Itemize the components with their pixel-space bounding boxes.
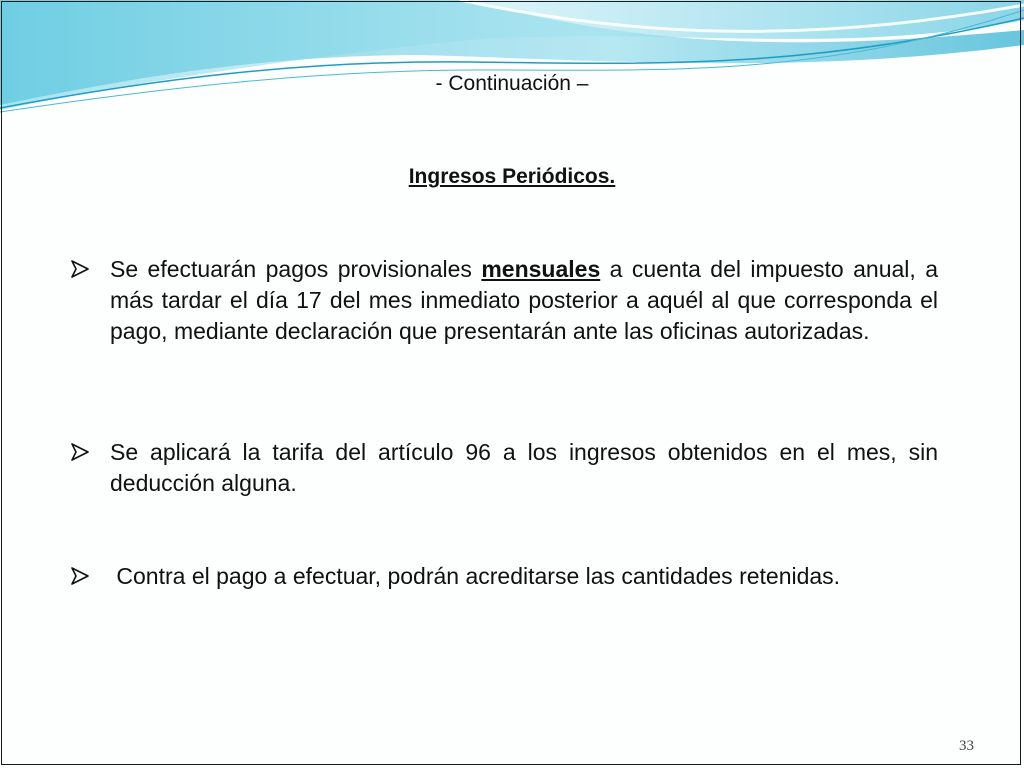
slide-subtitle: - Continuación – [435, 72, 589, 95]
arrow-bullet-icon [70, 561, 100, 585]
emphasis-mensuales: mensuales [481, 256, 601, 282]
bullet-item [70, 254, 938, 382]
bullet-text-end: a cuenta del impuesto anual, a más tardar el día 17 del mes inmediato posterior a aquél al que corresponda el pago, mediante declaración que presentarán ante las oficinas autorizadas. [110, 256, 938, 344]
bullet-text-start: Se efectuarán pagos provisionales [110, 256, 482, 282]
arrow-bullet-icon [70, 437, 100, 461]
bullet-text: Contra el pago a efectuar, podrán acreditarse las cantidades retenidas. [110, 563, 841, 589]
decorative-wave-header [0, 0, 1024, 120]
arrow-bullet-icon [70, 254, 100, 278]
slide-heading: Ingresos Periódicos. [408, 165, 616, 188]
bullet-text [110, 254, 938, 347]
bullet-text: Se aplicará la tarifa del artículo 96 a los ingresos obtenidos en el mes, sin deducción alguna. [110, 439, 938, 496]
page-number: 33 [959, 738, 974, 754]
bullet-item [70, 561, 938, 597]
bullet-item [70, 437, 938, 503]
